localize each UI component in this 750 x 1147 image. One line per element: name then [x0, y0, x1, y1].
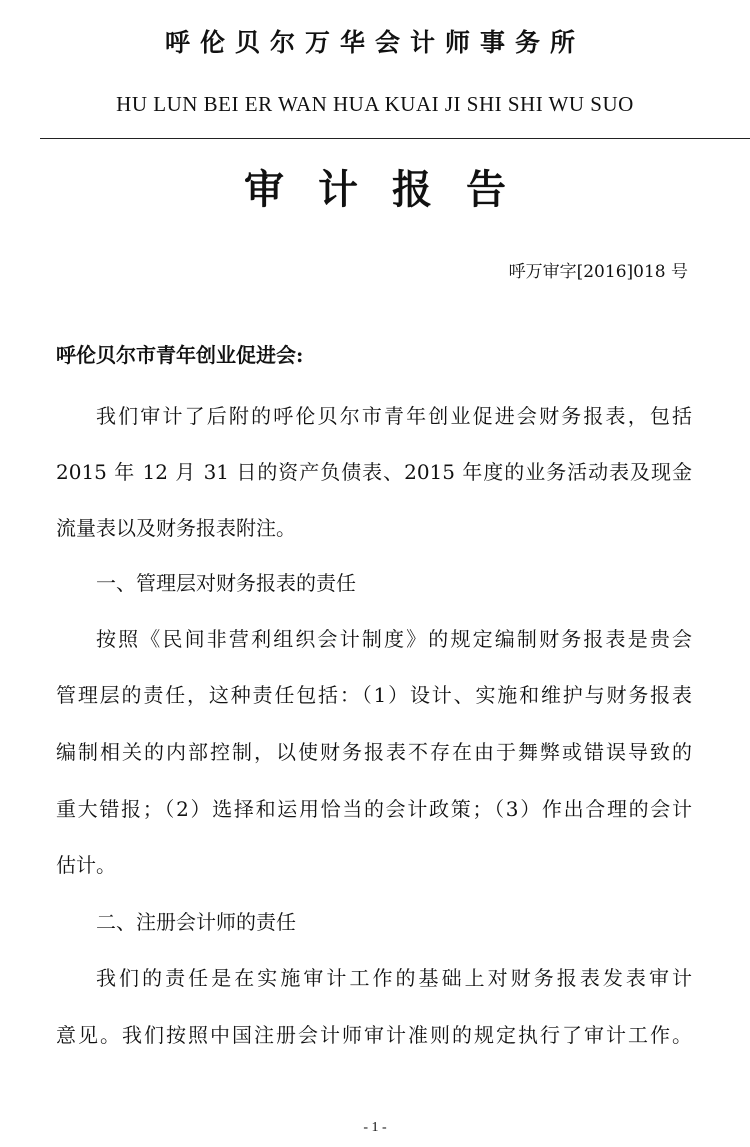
firm-name-pinyin: HU LUN BEI ER WAN HUA KUAI JI SHI SHI WU SUO	[116, 92, 634, 116]
paragraph-line: 我们的责任是在实施审计工作的基础上对财务报表发表审计	[96, 966, 692, 990]
letterhead-divider	[40, 138, 750, 139]
paragraph-line: 按照《民间非营利组织会计制度》的规定编制财务报表是贵会	[96, 627, 692, 651]
paragraph-line: 管理层的责任，这种责任包括：（1）设计、实施和维护与财务报表	[56, 683, 692, 707]
paragraph-line: 我们审计了后附的呼伦贝尔市青年创业促进会财务报表，包括	[96, 404, 692, 428]
paragraph-line: 估计。	[56, 853, 116, 877]
document-number: 呼万审字[2016]018 号	[508, 262, 688, 282]
report-title: 审计报告	[244, 166, 540, 213]
paragraph-line: 流量表以及财务报表附注。	[56, 516, 296, 540]
paragraph-line: 编制相关的内部控制，以使财务报表不存在由于舞弊或错误导致的	[56, 740, 692, 764]
paragraph-line: 2015 年 12 月 31 日的资产负债表、2015 年度的业务活动表及现金	[56, 460, 692, 484]
firm-name-chinese: 呼伦贝尔万华会计师事务所	[164, 28, 585, 57]
addressee: 呼伦贝尔市青年创业促进会:	[56, 343, 304, 367]
paragraph-line: 意见。我们按照中国注册会计师审计准则的规定执行了审计工作。	[56, 1023, 692, 1047]
paragraph-line: 重大错报；（2）选择和运用恰当的会计政策；（3）作出合理的会计	[56, 797, 692, 821]
section-heading: 二、注册会计师的责任	[96, 910, 296, 934]
section-heading: 一、管理层对财务报表的责任	[96, 571, 356, 595]
page-number: - 1 -	[363, 1120, 387, 1135]
